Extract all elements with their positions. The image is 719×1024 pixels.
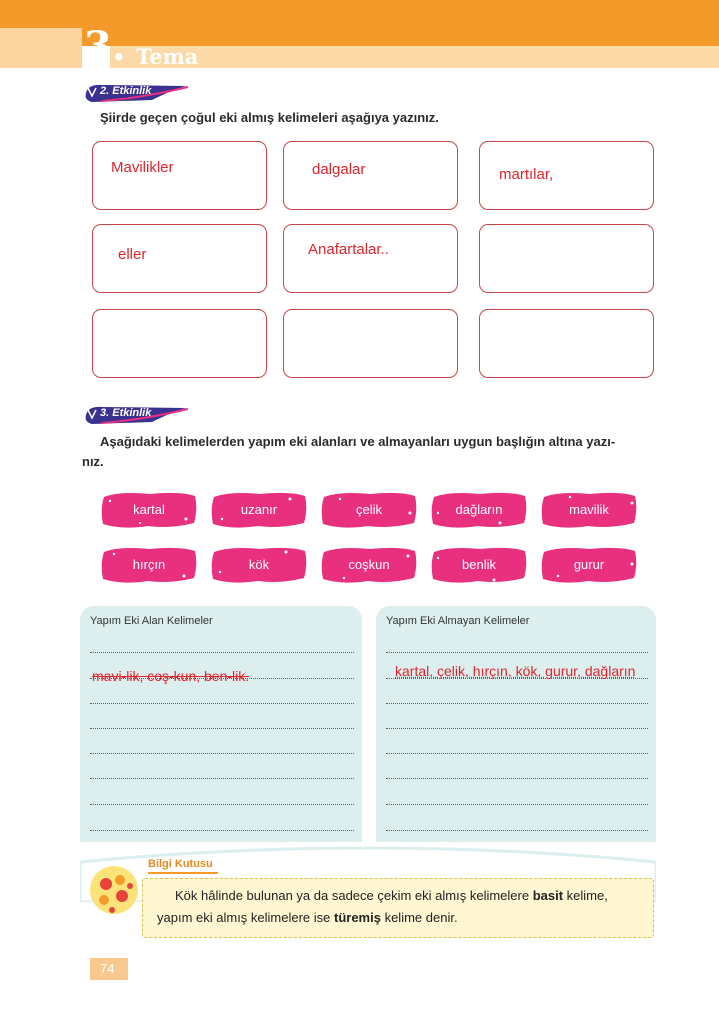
word-label: benlik xyxy=(462,557,496,572)
word-chip xyxy=(540,544,638,586)
left-column-title: Yapım Eki Alan Kelimeler xyxy=(90,615,213,627)
word-chip xyxy=(100,489,198,531)
word-chip xyxy=(320,544,418,586)
writing-line[interactable] xyxy=(90,753,354,754)
page-number: 74 xyxy=(100,961,115,976)
right-column-title: Yapım Eki Almayan Kelimeler xyxy=(386,615,530,627)
left-column-answer: mavi-lik, coş-kun, ben-lik. xyxy=(92,668,250,684)
info-line-2-end: kelime denir. xyxy=(380,910,458,925)
answer-text: eller xyxy=(118,246,147,263)
theme-number: 3. xyxy=(84,23,126,70)
info-line-1-end: kelime, xyxy=(563,888,608,903)
writing-line[interactable] xyxy=(386,830,648,831)
writing-line[interactable] xyxy=(386,703,648,704)
answer-text: Anafartalar.. xyxy=(308,241,389,258)
info-box xyxy=(142,878,654,938)
info-title: Bilgi Kutusu xyxy=(148,858,213,870)
word-label: kök xyxy=(248,557,270,572)
word-label: gurur xyxy=(573,557,605,572)
info-keyword-basit: basit xyxy=(532,888,564,903)
writing-line[interactable] xyxy=(90,830,354,831)
writing-line[interactable] xyxy=(386,753,648,754)
word-chip xyxy=(430,544,528,586)
word-chip xyxy=(540,489,638,531)
answer-box[interactable] xyxy=(92,141,267,210)
answer-box[interactable] xyxy=(283,141,458,210)
activity3-instruction: Aşağıdaki kelimelerden yapım eki alanları ve almayanları uygun başlığın altına yazı- xyxy=(100,434,616,449)
answer-text: martılar, xyxy=(499,166,554,183)
activity2-badge-label: 2. Etkinlik xyxy=(100,85,152,97)
word-chip xyxy=(210,489,308,531)
writing-line[interactable] xyxy=(90,804,354,805)
activity2-instruction: Şiirde geçen çoğul eki almış kelimeleri aşağıya yazınız. xyxy=(100,110,439,125)
word-label: mavilik xyxy=(569,502,609,517)
info-line-1 xyxy=(175,885,608,907)
answer-box[interactable] xyxy=(479,309,654,378)
word-label: çelik xyxy=(355,502,382,517)
answer-box[interactable] xyxy=(479,141,654,210)
word-chip xyxy=(210,544,308,586)
info-line-1-text: Kök hâlinde bulunan ya da sadece çekim eki almış kelimelere xyxy=(175,888,533,903)
info-title-underline xyxy=(148,872,218,874)
word-label: coşkun xyxy=(348,557,390,572)
writing-line[interactable] xyxy=(90,703,354,704)
answer-box[interactable] xyxy=(479,224,654,293)
theme-title: Tema xyxy=(136,44,199,69)
right-column-answer: kartal, çelik, hırçın, kök, gurur, dağların xyxy=(395,663,636,679)
answer-text: dalgalar xyxy=(312,161,366,178)
answer-box[interactable] xyxy=(283,224,458,293)
activity3-badge-label: 3. Etkinlik xyxy=(100,407,152,419)
word-chip xyxy=(100,544,198,586)
writing-line[interactable] xyxy=(386,778,648,779)
word-label: hırçın xyxy=(132,557,166,572)
activity2-badge xyxy=(82,82,192,104)
right-column-panel xyxy=(376,606,656,842)
answer-box[interactable] xyxy=(92,224,267,293)
writing-line[interactable] xyxy=(386,652,648,653)
page-number-tab xyxy=(90,958,128,980)
writing-line[interactable] xyxy=(90,728,354,729)
info-line-2-text: yapım eki almış kelimelere ise xyxy=(157,910,334,925)
word-chip xyxy=(320,489,418,531)
answer-box[interactable] xyxy=(283,309,458,378)
writing-line[interactable] xyxy=(90,778,354,779)
word-label: uzanır xyxy=(240,502,278,517)
info-line-2 xyxy=(157,907,458,929)
word-label: dağların xyxy=(455,502,503,517)
answer-box[interactable] xyxy=(92,309,267,378)
activity3-instruction-cont: nız. xyxy=(82,454,104,469)
writing-line[interactable] xyxy=(90,652,354,653)
info-bulb-icon xyxy=(86,858,142,920)
activity3-badge xyxy=(82,404,192,426)
word-chip xyxy=(430,489,528,531)
word-label: kartal xyxy=(133,502,165,517)
writing-line[interactable] xyxy=(386,728,648,729)
header-left-tab xyxy=(0,28,82,68)
answer-text: Mavilikler xyxy=(111,159,174,176)
header-light-strip xyxy=(110,46,719,68)
writing-line[interactable] xyxy=(386,804,648,805)
info-keyword-turemis: türemiş xyxy=(334,910,381,925)
left-column-panel xyxy=(80,606,362,842)
